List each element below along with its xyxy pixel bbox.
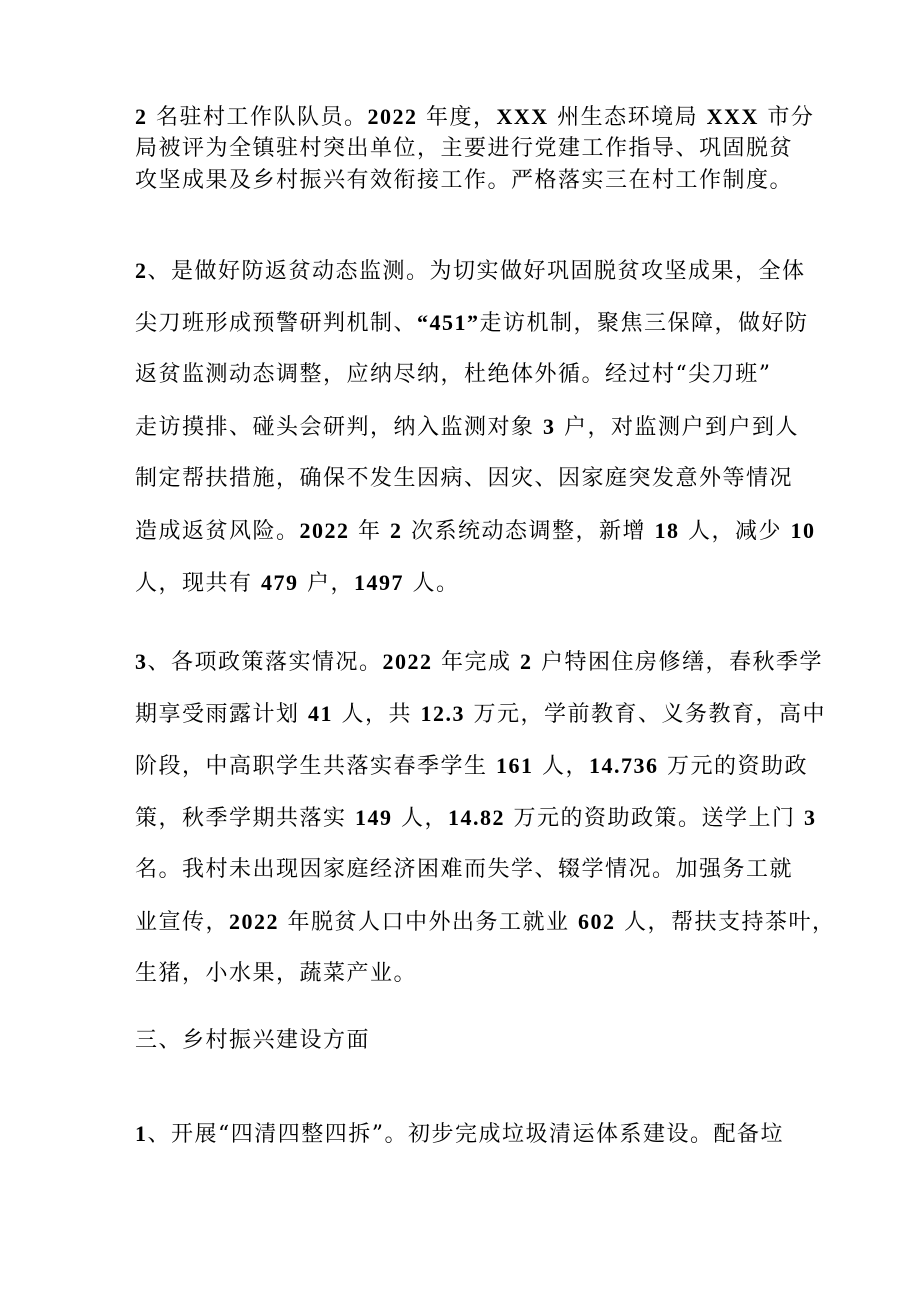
text-line: 阶段，中高职学生共落实春季学生 161 人，14.736 万元的资助政 [135,753,808,779]
bold-number: 2 [520,649,533,674]
bold-number: 2022 [382,649,433,674]
bold-number: 41 [308,701,333,726]
bold-number: 161 [496,753,534,778]
bold-number: 10 [790,518,816,543]
text-line: 攻坚成果及乡村振兴有效衔接工作。严格落实三在村工作制度。 [135,168,794,193]
text-line: 期享受雨露计划 41 人，共 12.3 万元，学前教育、义务教育，高中 [135,701,826,727]
text-line: 返贫监测动态调整，应纳尽纳，杜绝体外循。经过村“尖刀班” [135,362,772,387]
text-line: 2 名驻村工作队队员。2022 年度，XXX 州生态环境局 XXX 市分 [135,104,815,130]
paragraph-policy-implementation [135,636,836,1000]
bold-number: 2 [135,258,148,283]
text-line: 造成返贫风险。2022 年 2 次系统动态调整，新增 18 人，减少 10 [135,518,816,544]
bold-number: 12.3 [420,701,465,726]
bold-number: 2022 [229,909,280,934]
text-line: 3、各项政策落实情况。2022 年完成 2 户特困住房修缮，春秋季学 [135,649,824,675]
paragraph-four-clean-campaign [135,1108,795,1160]
bold-number: 1497 [354,570,404,595]
bold-number: 2 [135,104,148,129]
text-line: 局被评为全镇驻村突出单位，主要进行党建工作指导、巩固脱贫 [135,136,794,161]
bold-number: “451” [417,310,480,335]
bold-number: 14.736 [589,753,659,778]
bold-number: 3 [804,805,817,830]
text-line: 制定帮扶措施，确保不发生因病、因灾、因家庭突发意外等情况 [135,466,794,491]
text-line: 1、开展“四清四整四拆”。初步完成垃圾清运体系建设。配备垃 [135,1121,784,1147]
text-line: 名。我村未出现因家庭经济困难而失学、辍学情况。加强务工就 [135,857,794,882]
bold-number: XXX [706,104,759,129]
bold-number: 14.82 [448,805,505,830]
bold-number: 479 [261,570,299,595]
bold-number: 2022 [367,104,418,129]
bold-number: 149 [355,805,393,830]
paragraph-work-team [135,101,815,197]
text-line: 尖刀班形成预警研判机制、“451”走访机制，聚焦三保障，做好防 [135,310,809,336]
text-line: 策，秋季学期共落实 149 人，14.82 万元的资助政策。送学上门 3 [135,805,817,831]
text-line: 走访摸排、碰头会研判，纳入监测对象 3 户，对监测户到户到人 [135,414,799,440]
text-line: 业宣传，2022 年脱贫人口中外出务工就业 602 人，帮扶支持茶叶， [135,909,836,935]
bold-number: 2 [390,518,403,543]
bold-number: 2022 [299,518,350,543]
bold-number: 602 [578,909,616,934]
bold-number: XXX [496,104,549,129]
text-line: 人，现共有 479 户，1497 人。 [135,570,460,596]
text-line: 生猪，小水果，蔬菜产业。 [135,961,418,986]
heading-text: 三、乡村振兴建设方面 [135,1028,371,1053]
paragraph-poverty-monitoring [135,245,816,609]
bold-number: 18 [654,518,680,543]
section-heading-rural-revitalization [135,1015,795,1067]
text-line: 2、是做好防返贫动态监测。为切实做好巩固脱贫攻坚成果，全体 [135,258,806,284]
bold-number: 3 [543,414,556,439]
bold-number: 3 [135,649,148,674]
bold-number: 1 [135,1121,148,1146]
